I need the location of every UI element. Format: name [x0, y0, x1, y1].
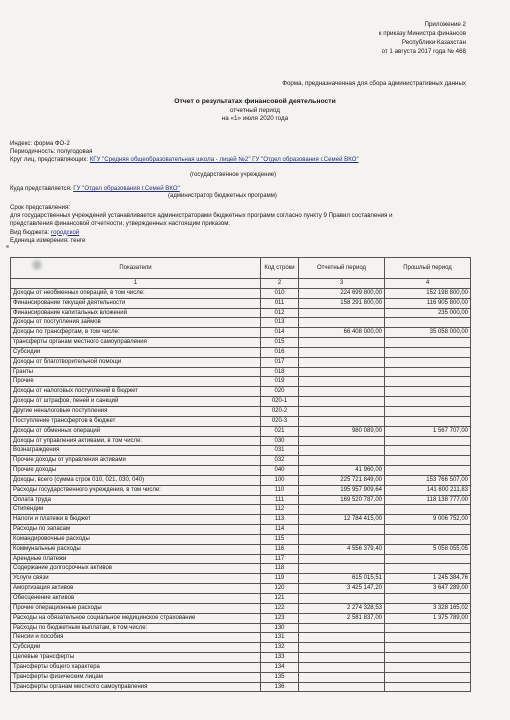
report-title: Отчет о результатах финансовой деятельности — [174, 98, 336, 105]
row-current-value: 2 581 837,00 — [299, 613, 385, 623]
row-code: 011 — [261, 298, 299, 308]
row-previous-value — [385, 466, 471, 476]
row-current-value: 225 721 849,00 — [299, 475, 385, 485]
row-current-value — [299, 682, 385, 692]
appendix-line-2: к приказу Министра финансов — [378, 30, 466, 37]
row-previous-value — [385, 387, 471, 397]
row-previous-value — [385, 416, 471, 426]
row-name: Доходы от управления активами, в том числе: — [11, 436, 261, 446]
row-previous-value — [385, 554, 471, 564]
row-code: 118 — [261, 564, 299, 574]
table-row — [11, 338, 471, 348]
row-code: 121 — [261, 594, 299, 604]
table-row — [11, 633, 471, 643]
row-current-value — [299, 554, 385, 564]
row-code: 020 — [261, 387, 299, 397]
row-previous-value — [385, 338, 471, 348]
budget-value: городской — [50, 228, 80, 236]
row-previous-value — [385, 672, 471, 682]
row-current-value — [299, 446, 385, 456]
row-name: Трансферты физическим лицам — [11, 672, 261, 682]
row-code: 111 — [261, 495, 299, 505]
row-current-value — [299, 633, 385, 643]
table-row — [11, 416, 471, 426]
row-name: Оплата труда — [11, 495, 261, 505]
circle-hint: (государственное учреждение) — [190, 172, 277, 178]
row-previous-value — [385, 367, 471, 377]
row-name: Расходы на обязательное социальное медицинское страхование — [11, 613, 261, 623]
row-previous-value: 141 800 211,83 — [385, 485, 471, 495]
row-previous-value — [385, 505, 471, 515]
row-code: 010 — [261, 288, 299, 298]
row-code: 020-2 — [261, 406, 299, 416]
row-current-value: 4 556 379,40 — [299, 544, 385, 554]
table-row — [11, 318, 471, 328]
header-name: Показатели — [11, 258, 261, 279]
row-name: Финансирование текущей деятельности — [11, 298, 261, 308]
row-code: 110 — [261, 485, 299, 495]
table-row — [11, 456, 471, 466]
row-current-value — [299, 436, 385, 446]
row-code: 133 — [261, 653, 299, 663]
row-previous-value — [385, 662, 471, 672]
row-previous-value — [385, 623, 471, 633]
row-previous-value: 9 006 752,00 — [385, 515, 471, 525]
appendix-block — [276, 20, 466, 56]
row-code: 018 — [261, 367, 299, 377]
circle-value: КГУ "Средняя общеобразовательная школа - лицей №2" ГУ "Отдел образования г.Семей ВКО" — [89, 156, 359, 163]
row-current-value — [299, 672, 385, 682]
column-number-row — [11, 279, 471, 289]
row-previous-value — [385, 633, 471, 643]
row-previous-value: 1 375 789,00 — [385, 613, 471, 623]
deadline-label: Срок представления: — [10, 204, 70, 211]
row-code: 014 — [261, 328, 299, 338]
row-current-value — [299, 377, 385, 387]
row-name: Налоги и платежи в бюджет — [11, 515, 261, 525]
table-row — [11, 426, 471, 436]
row-name: Другие неналоговые поступления — [11, 406, 261, 416]
row-name: Субсидии — [11, 643, 261, 653]
row-previous-value — [385, 594, 471, 604]
unit-label: Единица измерения: тенге — [10, 236, 86, 244]
row-current-value — [299, 406, 385, 416]
row-code: 017 — [261, 357, 299, 367]
row-name: Доходы от поступления займов — [11, 318, 261, 328]
recipient-hint: (администратор бюджетных программ) — [168, 193, 277, 199]
row-previous-value: 153 766 507,00 — [385, 475, 471, 485]
row-current-value: 224 699 800,00 — [299, 288, 385, 298]
row-previous-value: 152 198 800,00 — [385, 288, 471, 298]
row-name: Доходы от штрафов, пеней и санкций — [11, 397, 261, 407]
table-row — [11, 436, 471, 446]
row-previous-value: 5 058 055,05 — [385, 544, 471, 554]
row-current-value — [299, 662, 385, 672]
title-block — [0, 98, 510, 124]
scan-dot — [6, 245, 9, 248]
row-name: Субсидии — [11, 347, 261, 357]
row-previous-value — [385, 436, 471, 446]
row-current-value — [299, 594, 385, 604]
row-name: Прочие доходы от управления активами — [11, 456, 261, 466]
row-name: Командировочные расходы — [11, 534, 261, 544]
row-code: 135 — [261, 672, 299, 682]
row-previous-value — [385, 653, 471, 663]
row-code: 019 — [261, 377, 299, 387]
table-row — [11, 367, 471, 377]
row-previous-value — [385, 534, 471, 544]
column-number: 3 — [299, 279, 385, 289]
appendix-line-4: от 1 августа 2017 года № 468 — [381, 48, 466, 55]
row-current-value — [299, 357, 385, 367]
row-name: Поступление трансфертов в бюджет — [11, 416, 261, 426]
header-current: Отчетный период — [299, 258, 385, 279]
table-row — [11, 387, 471, 397]
table-row — [11, 672, 471, 682]
row-current-value — [299, 367, 385, 377]
row-current-value: 66 408 000,00 — [299, 328, 385, 338]
row-current-value — [299, 653, 385, 663]
table-row — [11, 662, 471, 672]
form-note: Форма, предназначенная для сбора административных данных — [282, 80, 466, 87]
row-name: Доходы по трансфертам, в том числе: — [11, 328, 261, 338]
row-current-value: 195 957 909,64 — [299, 485, 385, 495]
row-name: Прочие операционные расходы — [11, 603, 261, 613]
row-current-value — [299, 534, 385, 544]
budget-row — [10, 229, 470, 237]
row-code: 021 — [261, 426, 299, 436]
table-row — [11, 603, 471, 613]
row-current-value — [299, 505, 385, 515]
row-name: Доходы от обменных операций — [11, 426, 261, 436]
table-row — [11, 544, 471, 554]
column-number: 1 — [11, 279, 261, 289]
table-row — [11, 525, 471, 535]
row-current-value: 12 784 415,00 — [299, 515, 385, 525]
row-name: трансферты органам местного самоуправления — [11, 338, 261, 348]
row-name: Доходы от налоговых поступлений в бюджет — [11, 387, 261, 397]
row-current-value — [299, 318, 385, 328]
row-code: 120 — [261, 584, 299, 594]
table-row — [11, 613, 471, 623]
row-current-value — [299, 456, 385, 466]
row-current-value — [299, 338, 385, 348]
column-number: 2 — [261, 279, 299, 289]
row-current-value: 2 274 328,53 — [299, 603, 385, 613]
row-code: 116 — [261, 544, 299, 554]
row-name: Гранты — [11, 367, 261, 377]
circle-row — [10, 156, 359, 163]
row-name: Содержание долгосрочных активов — [11, 564, 261, 574]
row-current-value — [299, 347, 385, 357]
row-previous-value — [385, 643, 471, 653]
table-row — [11, 308, 471, 318]
row-name: Прочие доходы — [11, 466, 261, 476]
row-code: 013 — [261, 318, 299, 328]
row-name: Вознаграждения — [11, 446, 261, 456]
row-previous-value — [385, 357, 471, 367]
row-previous-value — [385, 406, 471, 416]
table-row — [11, 515, 471, 525]
row-code: 114 — [261, 525, 299, 535]
row-code: 134 — [261, 662, 299, 672]
index-label: Индекс: форма ФО-2 — [10, 140, 70, 147]
deadline-text-2: представления финансовой отчетности, утвержденных настоящим приказом. — [10, 220, 231, 228]
row-current-value — [299, 308, 385, 318]
table-row — [11, 574, 471, 584]
report-date: на «1» июля 2020 года — [221, 115, 289, 122]
row-current-value — [299, 416, 385, 426]
row-current-value — [299, 623, 385, 633]
row-previous-value — [385, 446, 471, 456]
row-code: 112 — [261, 505, 299, 515]
header-code: Код строки — [261, 258, 299, 279]
row-previous-value: 1 567 707,00 — [385, 426, 471, 436]
row-code: 031 — [261, 446, 299, 456]
row-code: 030 — [261, 436, 299, 446]
row-code: 113 — [261, 515, 299, 525]
row-code: 119 — [261, 574, 299, 584]
row-previous-value — [385, 525, 471, 535]
row-name: Пенсии и пособия — [11, 633, 261, 643]
row-previous-value: 1 245 384,76 — [385, 574, 471, 584]
row-code: 012 — [261, 308, 299, 318]
row-code: 132 — [261, 643, 299, 653]
row-current-value — [299, 525, 385, 535]
table-row — [11, 357, 471, 367]
table-row — [11, 564, 471, 574]
table-row — [11, 682, 471, 692]
row-name: Расходы по запасам — [11, 525, 261, 535]
table-row — [11, 643, 471, 653]
row-name: Целевые трансферты — [11, 653, 261, 663]
row-name: Прочие — [11, 377, 261, 387]
row-name: Амортизация активов — [11, 584, 261, 594]
row-name: Финансирование капитальных вложений — [11, 308, 261, 318]
row-name: Стипендии — [11, 505, 261, 515]
table-header-row — [11, 258, 471, 279]
row-current-value: 980 089,00 — [299, 426, 385, 436]
report-subtitle: отчетный период — [230, 106, 280, 114]
row-previous-value: 35 058 000,00 — [385, 328, 471, 338]
row-current-value: 615 015,51 — [299, 574, 385, 584]
row-previous-value — [385, 347, 471, 357]
budget-label: Вид бюджета: — [10, 228, 50, 236]
appendix-line-3: Республики Казахстан — [401, 39, 466, 46]
table-row — [11, 446, 471, 456]
row-name: Доходы от благотворительной помощи — [11, 357, 261, 367]
header-previous: Прошлый период — [385, 258, 471, 279]
row-current-value — [299, 387, 385, 397]
table-row — [11, 298, 471, 308]
row-name: Арендные платежи — [11, 554, 261, 564]
row-name: Расходы государственного учреждения, в том числе: — [11, 485, 261, 495]
table-row — [11, 466, 471, 476]
table-row — [11, 623, 471, 633]
row-name: Доходы от необменных операций, в том числе: — [11, 288, 261, 298]
row-previous-value: 118 138 777,00 — [385, 495, 471, 505]
row-code: 117 — [261, 554, 299, 564]
recipient-row — [10, 185, 180, 192]
table-row — [11, 406, 471, 416]
table-row — [11, 534, 471, 544]
row-current-value: 3 425 147,20 — [299, 584, 385, 594]
row-previous-value: 235 000,00 — [385, 308, 471, 318]
table-row — [11, 594, 471, 604]
row-previous-value: 3 647 289,00 — [385, 584, 471, 594]
row-previous-value: 3 328 165,02 — [385, 603, 471, 613]
row-previous-value — [385, 682, 471, 692]
row-name: Доходы, всего (сумма строк 010, 021, 030, 040) — [11, 475, 261, 485]
row-name: Расходы по бюджетным выплатам, в том числе: — [11, 623, 261, 633]
recipient-label: Куда представляется: — [10, 185, 72, 192]
recipient-value: ГУ "Отдел образования г.Семей ВКО" — [73, 185, 180, 192]
row-name: Коммунальные расходы — [11, 544, 261, 554]
row-code: 020-3 — [261, 416, 299, 426]
row-current-value — [299, 564, 385, 574]
table-row — [11, 505, 471, 515]
row-code: 122 — [261, 603, 299, 613]
table-row — [11, 377, 471, 387]
periodicity-label: Периодичность: полугодовая — [10, 148, 93, 155]
column-number: 4 — [385, 279, 471, 289]
row-previous-value — [385, 318, 471, 328]
table-row — [11, 288, 471, 298]
table-row — [11, 397, 471, 407]
table-row — [11, 347, 471, 357]
row-current-value — [299, 643, 385, 653]
row-name: Трансферты органам местного самоуправления — [11, 682, 261, 692]
row-code: 032 — [261, 456, 299, 466]
deadline-block — [10, 204, 470, 245]
row-current-value: 158 291 800,00 — [299, 298, 385, 308]
row-code: 136 — [261, 682, 299, 692]
row-previous-value — [385, 397, 471, 407]
row-name: Услуги связи — [11, 574, 261, 584]
row-code: 020-1 — [261, 397, 299, 407]
row-current-value — [299, 397, 385, 407]
row-code: 040 — [261, 466, 299, 476]
row-previous-value: 116 905 800,00 — [385, 298, 471, 308]
report-table — [10, 257, 471, 692]
table-row — [11, 328, 471, 338]
row-previous-value — [385, 564, 471, 574]
appendix-line-1: Приложение 2 — [424, 21, 466, 28]
row-name: Обесценение активов — [11, 594, 261, 604]
table-row — [11, 495, 471, 505]
row-previous-value — [385, 456, 471, 466]
deadline-text-1: для государственных учреждений устанавливается администраторами бюджетных программ согласно пункту 9 Правил составления и — [10, 212, 393, 220]
row-current-value: 169 520 787,00 — [299, 495, 385, 505]
row-code: 015 — [261, 338, 299, 348]
row-name: Трансферты общего характера — [11, 662, 261, 672]
row-code: 131 — [261, 633, 299, 643]
row-previous-value — [385, 377, 471, 387]
row-code: 100 — [261, 475, 299, 485]
row-code: 016 — [261, 347, 299, 357]
table-row — [11, 554, 471, 564]
table-body — [11, 288, 471, 692]
table-row — [11, 485, 471, 495]
row-code: 130 — [261, 623, 299, 633]
circle-label: Круг лиц, представляющих: — [10, 156, 89, 163]
row-current-value: 41 960,00 — [299, 466, 385, 476]
row-code: 123 — [261, 613, 299, 623]
table-row — [11, 584, 471, 594]
row-code: 115 — [261, 534, 299, 544]
table-row — [11, 475, 471, 485]
table-row — [11, 653, 471, 663]
